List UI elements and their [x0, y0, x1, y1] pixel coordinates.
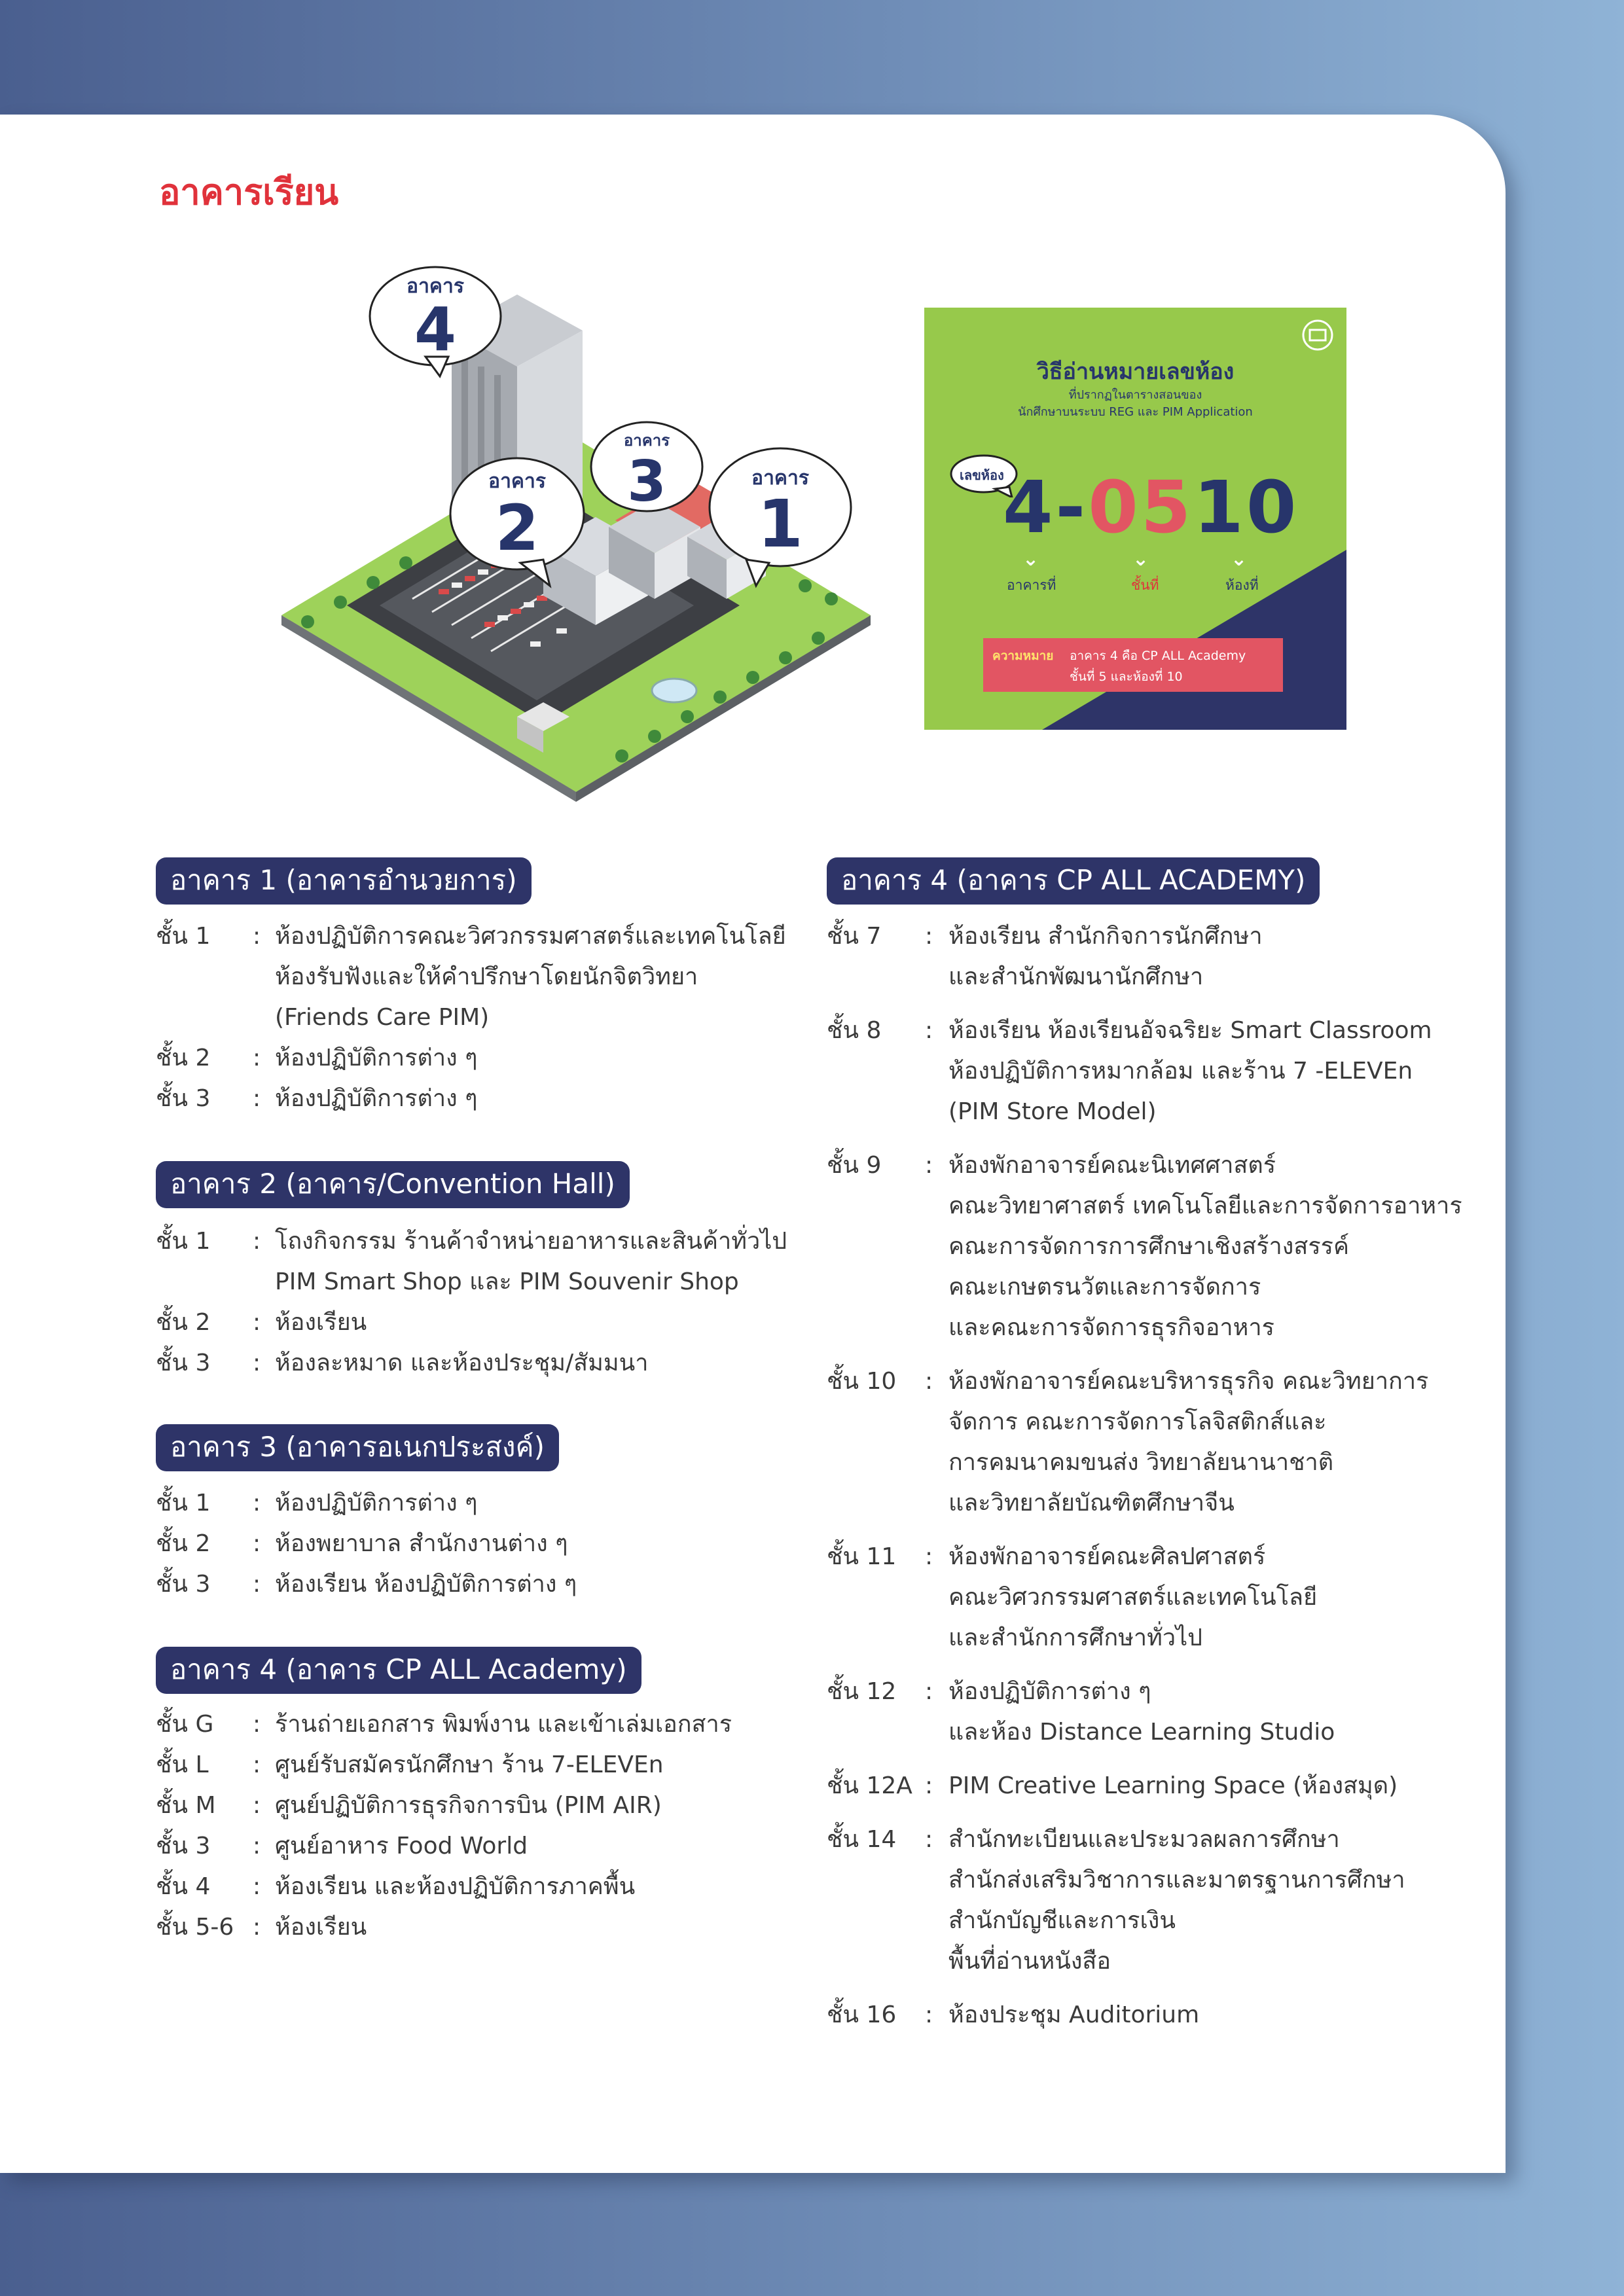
floor-row	[156, 1079, 810, 1119]
room-code-building: 4	[1003, 465, 1056, 549]
floor-row	[156, 1483, 810, 1524]
floor-description-line: และสำนักการศึกษาทั่วไป	[948, 1624, 1203, 1651]
separator-colon: :	[925, 1368, 933, 1395]
floor-row	[156, 1867, 810, 1907]
floor-description	[275, 1907, 367, 1948]
floor-label: ชั้น 8	[827, 1017, 882, 1044]
floor-label: ชั้น 1	[156, 923, 211, 950]
floor-description	[948, 1011, 1432, 1132]
separator-colon: :	[925, 1826, 933, 1853]
floor-description-line: ห้องเรียน	[275, 1309, 367, 1336]
floor-description-line: ศูนย์รับสมัครนักศึกษา ร้าน 7-ELEVEn	[275, 1751, 664, 1778]
room-code-room: 10	[1193, 465, 1299, 549]
floor-description-line: สำนักส่งเสริมวิชาการและมาตรฐานการศึกษา	[948, 1867, 1405, 1893]
floor-description-line: คณะเกษตรนวัตและการจัดการ	[948, 1274, 1261, 1300]
floor-row	[156, 1564, 810, 1605]
building-1-heading: อาคาร 1 (อาคารอำนวยการ)	[156, 857, 532, 905]
floor-description-line: และคณะการจัดการธุรกิจอาหาร	[948, 1314, 1274, 1341]
floor-description	[275, 1038, 477, 1079]
separator-colon: :	[925, 1772, 933, 1799]
building-4-lower-heading: อาคาร 4 (อาคาร CP ALL Academy)	[156, 1647, 641, 1694]
separator-colon: :	[253, 1045, 261, 1071]
floor-label: ชั้น 11	[827, 1543, 897, 1570]
floor-description	[948, 1537, 1317, 1659]
floor-description	[275, 1826, 528, 1867]
floor-description-line: ห้องเรียน สำนักกิจการนักศึกษา	[948, 923, 1263, 950]
floor-description	[948, 1145, 1462, 1348]
separator-colon: :	[925, 1152, 933, 1179]
floor-label: ชั้น 14	[827, 1826, 897, 1853]
building-2-bubble-label: อาคาร	[488, 470, 546, 493]
separator-colon: :	[253, 1914, 261, 1941]
floor-description-line: ห้องรับฟังและให้คำปรึกษาโดยนักจิตวิทยา	[275, 963, 698, 990]
floor-row	[156, 1221, 810, 1302]
separator-colon: :	[253, 1711, 261, 1738]
floor-description	[275, 1564, 577, 1605]
separator-colon: :	[253, 1530, 261, 1557]
room-number-guide-card	[924, 308, 1346, 730]
page-title: อาคารเรียน	[159, 171, 339, 213]
separator-colon: :	[925, 2001, 933, 2028]
floor-description-line: (Friends Care PIM)	[275, 1004, 490, 1031]
room-code-dash: -	[1055, 465, 1089, 549]
floor-row	[827, 1820, 1481, 1982]
separator-colon: :	[253, 1873, 261, 1900]
floor-label: ชั้น G	[156, 1711, 214, 1738]
floor-row	[156, 1302, 810, 1343]
floor-label: ชั้น 4	[156, 1873, 211, 1900]
floor-description	[275, 1524, 568, 1564]
floor-description-line: ห้องเรียน ห้องปฏิบัติการต่าง ๆ	[275, 1571, 577, 1598]
floor-description-line: ห้องพักอาจารย์คณะศิลปศาสตร์	[948, 1543, 1266, 1570]
separator-colon: :	[253, 1792, 261, 1819]
floor-label: ชั้น 9	[827, 1152, 882, 1179]
floor-description	[948, 1672, 1335, 1753]
separator-colon: :	[253, 1309, 261, 1336]
meaning-label: ความหมาย	[992, 649, 1054, 663]
floor-description-line: ห้องพยาบาล สำนักงานต่าง ๆ	[275, 1530, 568, 1557]
card-subtitle-line-1: ที่ปรากฏในตารางสอนของ	[1068, 388, 1202, 402]
building-4-upper-heading: อาคาร 4 (อาคาร CP ALL ACADEMY)	[827, 857, 1320, 905]
floor-label: ชั้น 5-6	[156, 1914, 234, 1941]
floor-description-line: PIM Creative Learning Space (ห้องสมุด)	[948, 1772, 1398, 1799]
floor-label: ชั้น 3	[156, 1833, 211, 1859]
floor-description	[275, 1785, 662, 1826]
floor-description-line: ห้องปฏิบัติการหมากล้อม และร้าน 7 -ELEVEn	[948, 1058, 1413, 1085]
separator-colon: :	[925, 1678, 933, 1705]
separator-colon: :	[925, 1017, 933, 1044]
floor-description-line: คณะการจัดการการศึกษาเชิงสร้างสรรค์	[948, 1233, 1350, 1260]
floor-description-line: จัดการ คณะการจัดการโลจิสติกส์และ	[948, 1408, 1327, 1435]
floor-description-line: ห้องปฏิบัติการต่าง ๆ	[275, 1490, 478, 1516]
building-2-heading: อาคาร 2 (อาคาร/Convention Hall)	[156, 1161, 630, 1208]
floor-row	[156, 1745, 810, 1785]
meaning-line-1: อาคาร 4 คือ CP ALL Academy	[1070, 649, 1246, 663]
floor-description-line: และสำนักพัฒนานักศึกษา	[948, 963, 1204, 990]
card-subtitle-line-2: นักศึกษาบนระบบ REG และ PIM Application	[1018, 405, 1253, 419]
floor-description-line: ห้องปฏิบัติการต่าง ๆ	[948, 1678, 1151, 1705]
chevron-down-icon: ⌄	[1231, 548, 1248, 571]
floor-row	[156, 916, 810, 1038]
floor-description-line: สำนักทะเบียนและประมวลผลการศึกษา	[948, 1826, 1340, 1853]
separator-colon: :	[925, 923, 933, 950]
floor-row	[156, 1907, 810, 1948]
part-building-label: อาคารที่	[1007, 577, 1056, 593]
separator-colon: :	[253, 1571, 261, 1598]
building-3-bubble-label: อาคาร	[623, 431, 670, 450]
floor-description-line: ห้องละหมาด และห้องประชุม/สัมมนา	[275, 1350, 649, 1376]
floor-description-line: ห้องเรียน ห้องเรียนอัจฉริยะ Smart Classroom	[948, 1017, 1432, 1044]
building-4-bubble-number: 4	[414, 295, 457, 365]
floor-label: ชั้น L	[156, 1751, 209, 1778]
building-3-heading: อาคาร 3 (อาคารอเนกประสงค์)	[156, 1424, 559, 1471]
floor-label: ชั้น 16	[827, 2001, 897, 2028]
floor-description-line: ศูนย์อาหาร Food World	[275, 1833, 528, 1859]
floor-row	[156, 1524, 810, 1564]
floor-description-line: (PIM Store Model)	[948, 1098, 1157, 1125]
floor-description-line: ห้องปฏิบัติการต่าง ๆ	[275, 1085, 478, 1112]
floor-row	[827, 1995, 1481, 2036]
meaning-box	[983, 638, 1283, 692]
floor-row	[827, 1766, 1481, 1806]
floor-label: ชั้น 12A	[827, 1772, 912, 1799]
building-1-bubble-number: 1	[757, 486, 803, 562]
separator-colon: :	[253, 1751, 261, 1778]
floor-label: ชั้น 2	[156, 1045, 211, 1071]
floor-row	[156, 1785, 810, 1826]
chevron-down-icon: ⌄	[1022, 548, 1039, 571]
floor-description	[948, 1361, 1428, 1524]
floor-description-line: ห้องประชุม Auditorium	[948, 2001, 1200, 2028]
floor-label: ชั้น M	[156, 1792, 216, 1819]
room-code-floor: 05	[1088, 465, 1194, 549]
floor-label: ชั้น 1	[156, 1228, 211, 1255]
floor-description	[275, 1745, 664, 1785]
floor-description	[948, 1820, 1405, 1982]
floor-description-line: ห้องเรียน และห้องปฏิบัติการภาคพื้น	[275, 1873, 636, 1900]
floor-description-line: ห้องพักอาจารย์คณะนิเทศศาสตร์	[948, 1152, 1276, 1179]
floor-description-line: ห้องปฏิบัติการคณะวิศวกรรมศาสตร์และเทคโนโลยี	[275, 923, 786, 950]
floor-description	[948, 1766, 1398, 1806]
floor-description-line: ศูนย์ปฏิบัติการธุรกิจการบิน (PIM AIR)	[275, 1792, 662, 1819]
room-code-example	[1003, 465, 1299, 549]
floor-description	[948, 916, 1263, 997]
separator-colon: :	[253, 1833, 261, 1859]
floor-row	[156, 1343, 810, 1384]
floor-description	[275, 1343, 648, 1384]
separator-colon: :	[253, 1490, 261, 1516]
floor-description-line: โถงกิจกรรม ร้านค้าจำหน่ายอาหารและสินค้าทั่วไป	[275, 1228, 787, 1255]
separator-colon: :	[253, 1350, 261, 1376]
floor-description-line: ห้องพักอาจารย์คณะบริหารธุรกิจ คณะวิทยาการ	[948, 1368, 1429, 1395]
floor-description-line: ห้องปฏิบัติการต่าง ๆ	[275, 1045, 478, 1071]
floor-description	[275, 1302, 367, 1343]
floor-description	[275, 1221, 787, 1302]
floor-description	[275, 1483, 477, 1524]
separator-colon: :	[253, 1228, 261, 1255]
part-room-label: ห้องที่	[1225, 577, 1259, 593]
meaning-line-2: ชั้นที่ 5 และห้องที่ 10	[1070, 670, 1183, 684]
room-number-bubble-label: เลขห้อง	[960, 467, 1004, 483]
floor-label: ชั้น 3	[156, 1350, 211, 1376]
floor-label: ชั้น 1	[156, 1490, 211, 1516]
floor-label: ชั้น 12	[827, 1678, 897, 1705]
building-3-bubble-number: 3	[627, 449, 666, 514]
floor-label: ชั้น 3	[156, 1085, 211, 1112]
floor-description-line: ห้องเรียน	[275, 1914, 367, 1941]
card-title: วิธีอ่านหมายเลขห้อง	[1036, 359, 1235, 385]
floor-row	[827, 1011, 1481, 1132]
floor-description-line: คณะวิศวกรรมศาสตร์และเทคโนโลยี	[948, 1584, 1318, 1611]
floor-description-line: สำนักบัญชีและการเงิน	[948, 1907, 1176, 1934]
floor-description	[275, 1704, 732, 1745]
floor-description	[948, 1995, 1199, 2036]
campus-illustration	[268, 259, 884, 848]
floor-label: ชั้น 7	[827, 923, 882, 950]
floor-row	[156, 1704, 810, 1745]
floor-row	[827, 916, 1481, 997]
floor-row	[827, 1672, 1481, 1753]
floor-description-line: PIM Smart Shop และ PIM Souvenir Shop	[275, 1268, 739, 1295]
separator-colon: :	[253, 1085, 261, 1112]
floor-description-line: และห้อง Distance Learning Studio	[948, 1719, 1335, 1746]
floor-label: ชั้น 2	[156, 1309, 211, 1336]
floor-description-line: คณะวิทยาศาสตร์ เทคโนโลยีและการจัดการอาหาร	[948, 1193, 1462, 1219]
floor-row	[156, 1826, 810, 1867]
building-1-bubble-label: อาคาร	[751, 467, 809, 490]
floor-label: ชั้น 2	[156, 1530, 211, 1557]
floor-description	[275, 1079, 477, 1119]
floor-description	[275, 1867, 635, 1907]
floor-description-line: การคมนาคมขนส่ง วิทยาลัยนานาชาติ	[948, 1449, 1334, 1476]
floor-description	[275, 916, 786, 1038]
floor-row	[827, 1537, 1481, 1659]
part-floor-label: ชั้นที่	[1131, 577, 1159, 593]
university-seal-icon	[1301, 318, 1335, 352]
building-2-bubble-number: 2	[495, 492, 539, 565]
floor-description-line: พื้นที่อ่านหนังสือ	[948, 1948, 1111, 1975]
floor-row	[156, 1038, 810, 1079]
building-4-bubble-label: อาคาร	[406, 275, 464, 298]
floor-label: ชั้น 10	[827, 1368, 897, 1395]
separator-colon: :	[253, 923, 261, 950]
floor-row	[827, 1145, 1481, 1348]
chevron-down-icon: ⌄	[1132, 548, 1149, 571]
floor-row	[827, 1361, 1481, 1524]
floor-description-line: ร้านถ่ายเอกสาร พิมพ์งาน และเข้าเล่มเอกสาร	[275, 1711, 732, 1738]
floor-description-line: และวิทยาลัยบัณฑิตศึกษาจีน	[948, 1490, 1235, 1516]
separator-colon: :	[925, 1543, 933, 1570]
floor-label: ชั้น 3	[156, 1571, 211, 1598]
